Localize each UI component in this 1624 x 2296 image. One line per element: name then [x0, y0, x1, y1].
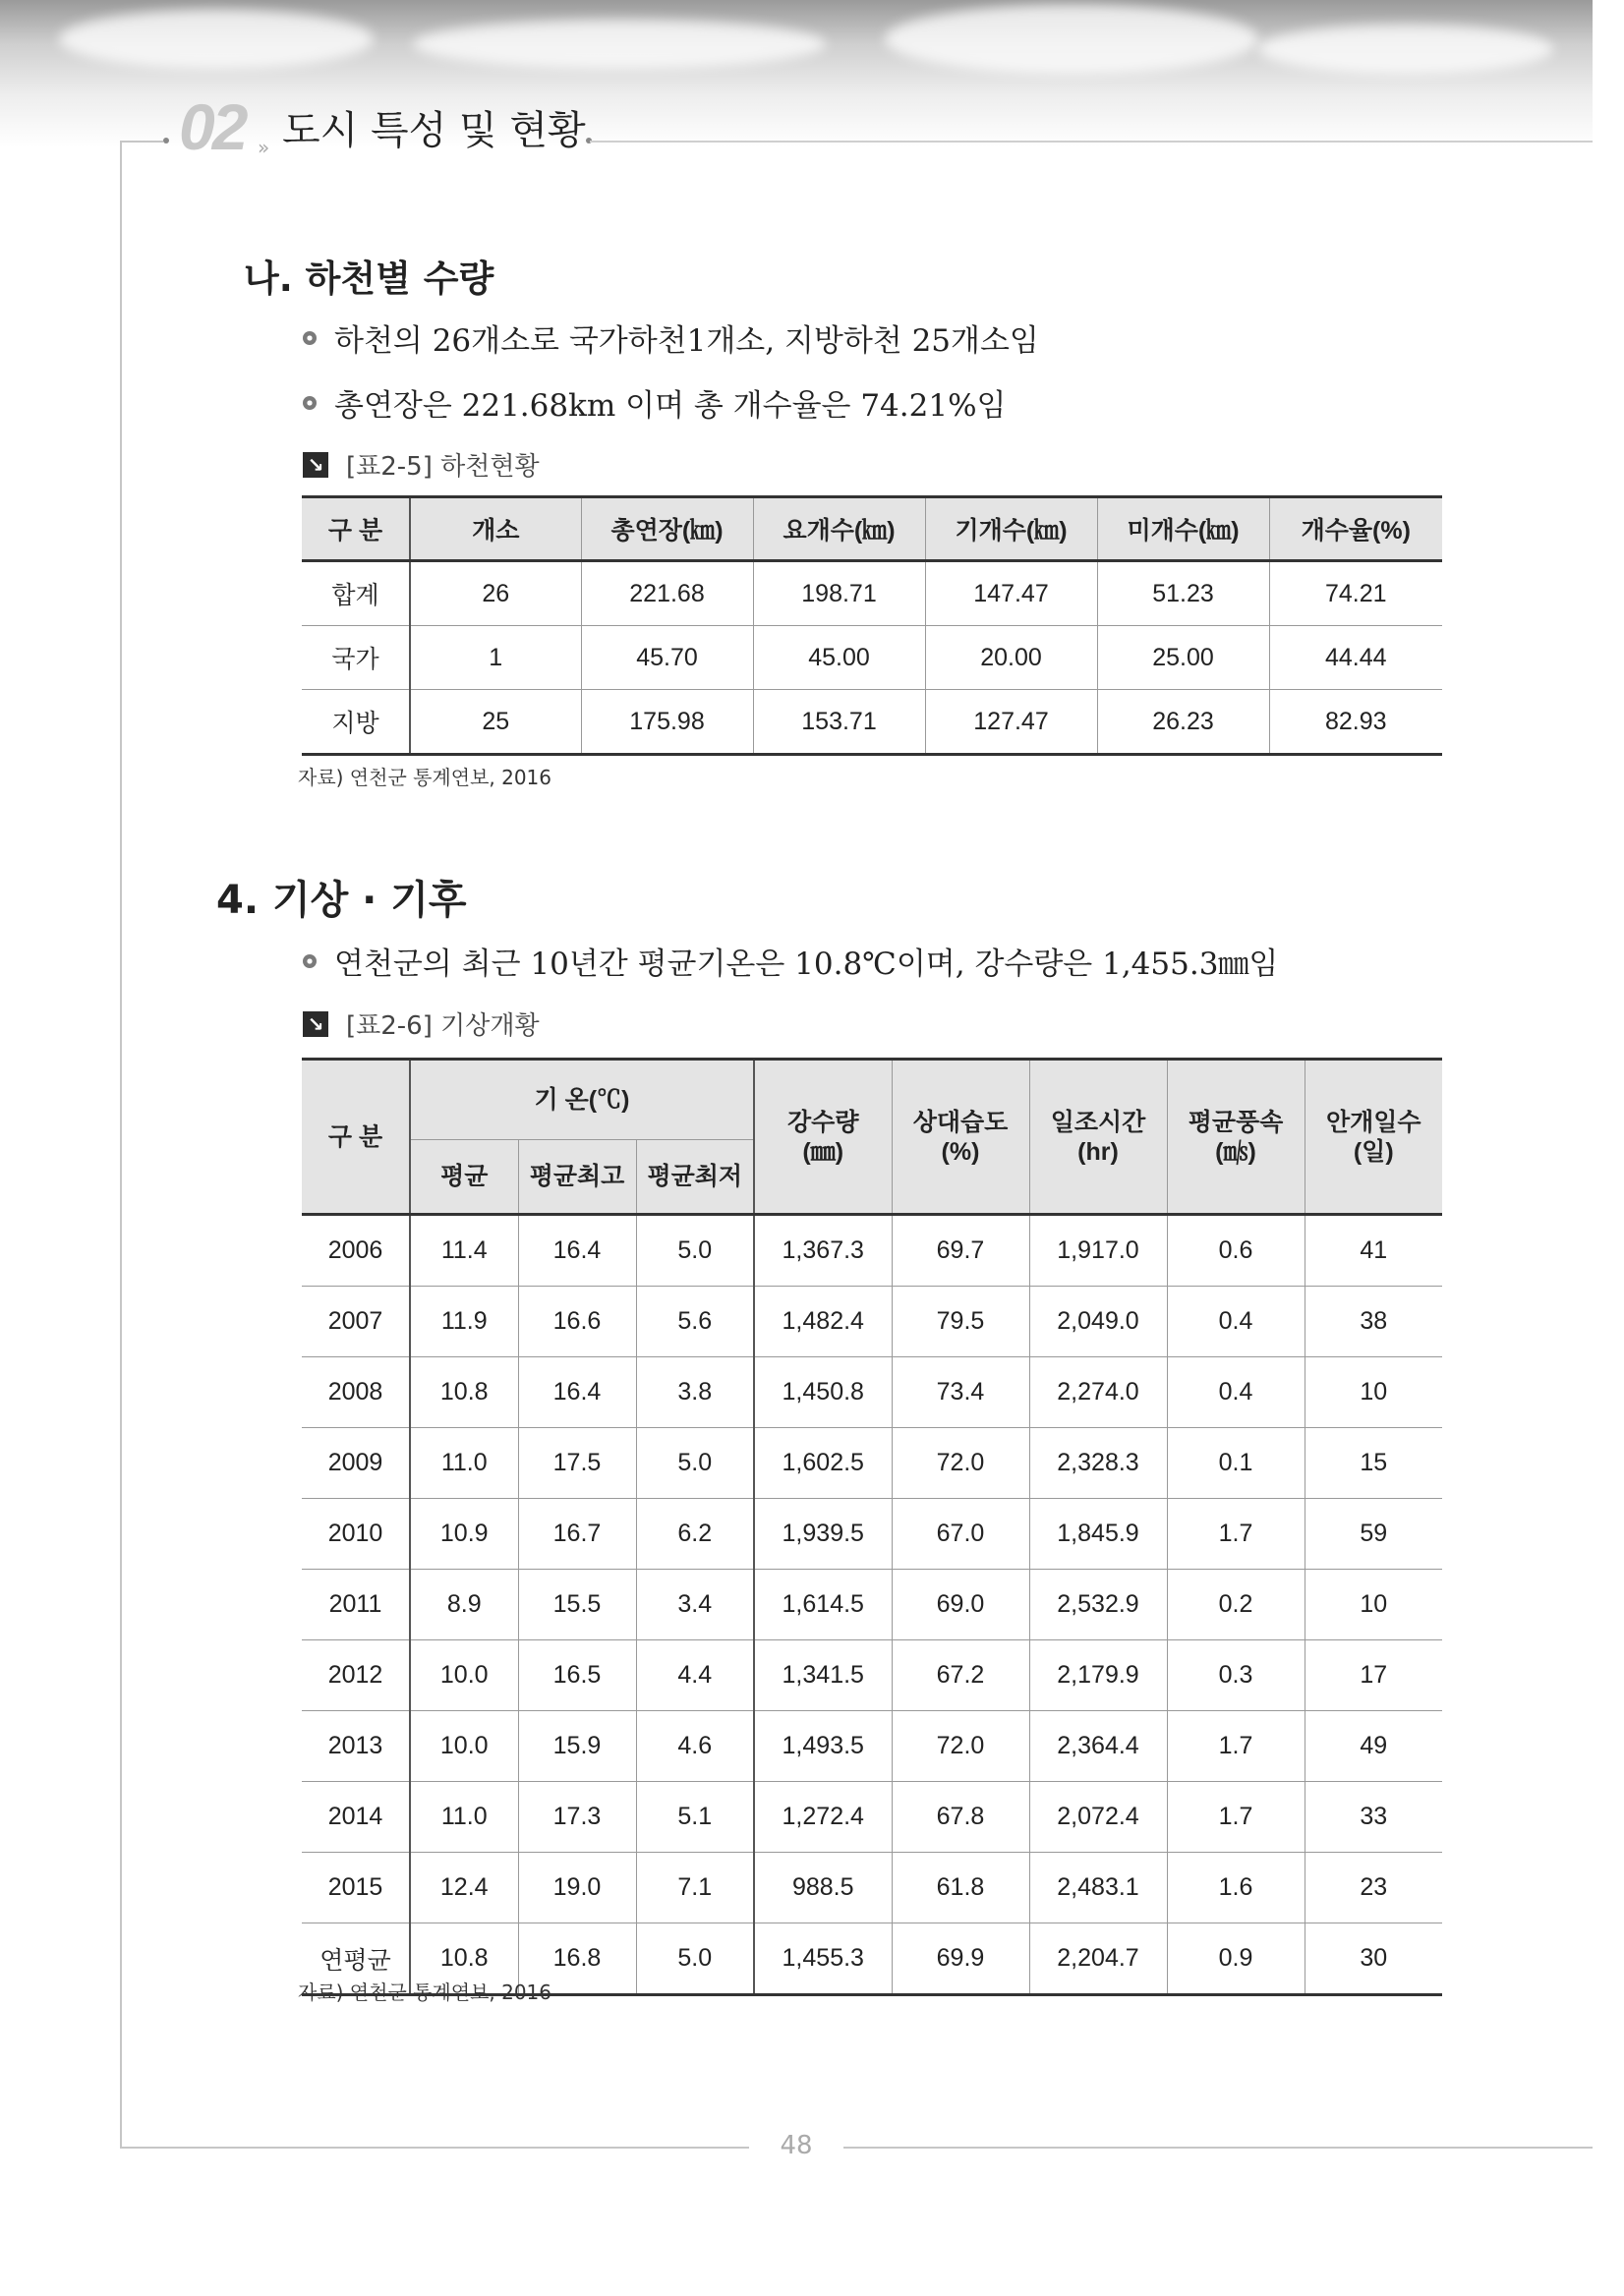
table-row [302, 690, 1442, 755]
table-cell: 25 [410, 690, 581, 755]
table-cell: 33 [1305, 1782, 1442, 1853]
table-cell: 2,072.4 [1029, 1782, 1167, 1853]
rivers-table-caption-text: [표2-5] 하천현황 [346, 452, 540, 482]
table-row [302, 1853, 1442, 1923]
table-cell: 15.9 [518, 1711, 636, 1782]
col-header: 개수율(%) [1269, 497, 1442, 561]
page-number: 48 [780, 2131, 813, 2160]
bullet-icon [303, 954, 317, 968]
col-header-text: 안개일수 [1325, 1108, 1421, 1136]
table-cell: 45.00 [753, 626, 925, 690]
table-row [302, 1287, 1442, 1357]
col-header-fog [1305, 1060, 1442, 1215]
table-cell: 2014 [302, 1782, 410, 1853]
col-header-humidity [892, 1060, 1029, 1215]
table-cell: 16.8 [518, 1923, 636, 1995]
table-cell: 15.5 [518, 1570, 636, 1640]
col-header-temp-avg: 평균 [410, 1140, 518, 1215]
table-cell: 연평균 [302, 1923, 410, 1995]
table-cell: 44.44 [1269, 626, 1442, 690]
table-cell: 1,614.5 [754, 1570, 892, 1640]
table-cell: 12.4 [410, 1853, 518, 1923]
header-dot-left [163, 138, 169, 144]
table-cell: 51.23 [1097, 561, 1269, 626]
table-cell: 1.7 [1167, 1711, 1305, 1782]
page-left-rule [120, 142, 122, 2147]
table-cell: 20.00 [925, 626, 1097, 690]
col-header: 총연장(㎞) [581, 497, 753, 561]
rivers-bullet-1-text: 하천의 26개소로 국가하천1개소, 지방하천 25개소임 [334, 323, 1039, 359]
table-cell: 49 [1305, 1711, 1442, 1782]
table-cell: 1.7 [1167, 1782, 1305, 1853]
table-cell: 1,493.5 [754, 1711, 892, 1782]
table-cell: 0.1 [1167, 1428, 1305, 1499]
table-cell: 26 [410, 561, 581, 626]
table-cell: 30 [1305, 1923, 1442, 1995]
table-cell: 221.68 [581, 561, 753, 626]
table-cell: 72.0 [892, 1711, 1029, 1782]
table-cell: 5.6 [636, 1287, 754, 1357]
col-header-temperature: 기 온(℃) [410, 1060, 754, 1140]
climate-heading: 4. 기상 · 기후 [216, 878, 467, 923]
table-cell: 26.23 [1097, 690, 1269, 755]
table-cell: 19.0 [518, 1853, 636, 1923]
col-header-temp-min: 평균최저 [636, 1140, 754, 1215]
table-cell: 38 [1305, 1287, 1442, 1357]
col-header-text: 강수량 [787, 1108, 859, 1136]
table-cell: 1,450.8 [754, 1357, 892, 1428]
table-cell: 153.71 [753, 690, 925, 755]
table-cell: 74.21 [1269, 561, 1442, 626]
col-header-category: 구 분 [302, 1060, 410, 1215]
table-cell: 1,917.0 [1029, 1215, 1167, 1287]
table-cell: 82.93 [1269, 690, 1442, 755]
table-cell: 1,939.5 [754, 1499, 892, 1570]
climate-table-body [302, 1215, 1442, 1995]
col-header-text: 평균풍속 [1188, 1108, 1284, 1136]
table-cell: 2006 [302, 1215, 410, 1287]
table-cell: 198.71 [753, 561, 925, 626]
table-cell: 1 [410, 626, 581, 690]
climate-source: 자료) 연천군 통계연보, 2016 [298, 1980, 552, 2004]
table-cell: 10 [1305, 1570, 1442, 1640]
table-cell: 1,272.4 [754, 1782, 892, 1853]
table-cell: 2010 [302, 1499, 410, 1570]
table-cell: 8.9 [410, 1570, 518, 1640]
col-header: 미개수(㎞) [1097, 497, 1269, 561]
footer-rule-left [120, 2147, 749, 2149]
table-row [302, 626, 1442, 690]
table-cell: 67.0 [892, 1499, 1029, 1570]
table-row [302, 1711, 1442, 1782]
col-header: 기개수(㎞) [925, 497, 1097, 561]
table-cell: 2,532.9 [1029, 1570, 1167, 1640]
climate-bullet [303, 939, 1278, 983]
table-cell: 5.0 [636, 1428, 754, 1499]
rivers-bullet-2 [303, 380, 1006, 425]
table-cell: 10.0 [410, 1640, 518, 1711]
table-row [302, 1357, 1442, 1428]
table-cell: 16.5 [518, 1640, 636, 1711]
table-cell: 5.0 [636, 1215, 754, 1287]
table-row [302, 561, 1442, 626]
table-cell: 15 [1305, 1428, 1442, 1499]
table-cell: 1,482.4 [754, 1287, 892, 1357]
table-cell: 67.2 [892, 1640, 1029, 1711]
table-cell: 1,367.3 [754, 1215, 892, 1287]
table-row [302, 1640, 1442, 1711]
table-cell: 2,364.4 [1029, 1711, 1167, 1782]
table-cell: 2011 [302, 1570, 410, 1640]
table-cell: 2,179.9 [1029, 1640, 1167, 1711]
table-row [302, 1428, 1442, 1499]
table-cell: 79.5 [892, 1287, 1029, 1357]
table-cell: 4.4 [636, 1640, 754, 1711]
table-cell: 지방 [302, 690, 410, 755]
table-cell: 1,455.3 [754, 1923, 892, 1995]
table-cell: 2013 [302, 1711, 410, 1782]
table-cell: 3.4 [636, 1570, 754, 1640]
table-cell: 0.3 [1167, 1640, 1305, 1711]
table-cell: 2,328.3 [1029, 1428, 1167, 1499]
rivers-bullet-2-text: 총연장은 221.68km 이며 총 개수율은 74.21%임 [334, 388, 1007, 424]
col-header: 요개수(㎞) [753, 497, 925, 561]
chapter-arrow-icon: » [258, 136, 270, 159]
table-cell: 61.8 [892, 1853, 1029, 1923]
col-header-wind [1167, 1060, 1305, 1215]
table-cell: 72.0 [892, 1428, 1029, 1499]
table-cell: 11.9 [410, 1287, 518, 1357]
rivers-table-caption [303, 446, 540, 483]
chapter-title: 도시 특성 및 현황 [282, 108, 586, 153]
climate-bullet-text: 연천군의 최근 10년간 평균기온은 10.8℃이며, 강수량은 1,455.3㎜임 [334, 947, 1279, 982]
table-cell: 988.5 [754, 1853, 892, 1923]
table-cell: 16.4 [518, 1215, 636, 1287]
col-header-unit: (일) [1353, 1137, 1394, 1166]
table-cell: 합계 [302, 561, 410, 626]
bullet-icon [303, 331, 317, 345]
table-cell: 69.0 [892, 1570, 1029, 1640]
table-cell: 67.8 [892, 1782, 1029, 1853]
rivers-table [302, 495, 1442, 756]
table-cell: 45.70 [581, 626, 753, 690]
climate-table-caption [303, 1005, 540, 1042]
table-cell: 41 [1305, 1215, 1442, 1287]
table-cell: 6.2 [636, 1499, 754, 1570]
col-header-temp-max: 평균최고 [518, 1140, 636, 1215]
climate-table-caption-text: [표2-6] 기상개황 [346, 1011, 540, 1041]
table-cell: 17.5 [518, 1428, 636, 1499]
table-cell: 0.6 [1167, 1215, 1305, 1287]
table-cell: 2,049.0 [1029, 1287, 1167, 1357]
table-cell: 16.4 [518, 1357, 636, 1428]
bullet-icon [303, 396, 317, 410]
table-cell: 1,845.9 [1029, 1499, 1167, 1570]
table-cell: 1,341.5 [754, 1640, 892, 1711]
col-header: 개소 [410, 497, 581, 561]
climate-table [302, 1058, 1442, 1996]
table-cell: 69.9 [892, 1923, 1029, 1995]
col-header-text: 상대습도 [912, 1108, 1009, 1136]
table-cell: 7.1 [636, 1853, 754, 1923]
header-rule [590, 141, 1593, 143]
col-header-unit: (㎜) [802, 1137, 844, 1166]
table-cell: 10 [1305, 1357, 1442, 1428]
table-cell: 11.0 [410, 1428, 518, 1499]
header-left-tick [120, 141, 163, 143]
table-row [302, 1499, 1442, 1570]
rivers-source: 자료) 연천군 통계연보, 2016 [298, 766, 552, 789]
table-cell: 5.0 [636, 1923, 754, 1995]
table-cell: 0.2 [1167, 1570, 1305, 1640]
table-cell: 5.1 [636, 1782, 754, 1853]
table-row [302, 1215, 1442, 1287]
table-cell: 3.8 [636, 1357, 754, 1428]
col-header: 구 분 [302, 497, 410, 561]
table-cell: 1.6 [1167, 1853, 1305, 1923]
rivers-bullet-1 [303, 316, 1039, 360]
table-cell: 16.6 [518, 1287, 636, 1357]
table-cell: 2008 [302, 1357, 410, 1428]
table-cell: 17 [1305, 1640, 1442, 1711]
col-header-unit: (%) [941, 1137, 980, 1166]
table-cell: 2,204.7 [1029, 1923, 1167, 1995]
table-cell: 2012 [302, 1640, 410, 1711]
table-cell: 17.3 [518, 1782, 636, 1853]
table-row [302, 1570, 1442, 1640]
arrow-down-right-icon: ↘ [303, 452, 328, 478]
rivers-heading: 나. 하천별 수량 [244, 258, 494, 300]
table-cell: 69.7 [892, 1215, 1029, 1287]
table-cell: 0.9 [1167, 1923, 1305, 1995]
table-cell: 2,274.0 [1029, 1357, 1167, 1428]
table-cell: 73.4 [892, 1357, 1029, 1428]
table-cell: 59 [1305, 1499, 1442, 1570]
table-cell: 0.4 [1167, 1357, 1305, 1428]
table-cell: 10.0 [410, 1711, 518, 1782]
table-cell: 1.7 [1167, 1499, 1305, 1570]
table-cell: 0.4 [1167, 1287, 1305, 1357]
table-cell: 25.00 [1097, 626, 1269, 690]
table-cell: 175.98 [581, 690, 753, 755]
table-cell: 147.47 [925, 561, 1097, 626]
table-cell: 16.7 [518, 1499, 636, 1570]
col-header-text: 일조시간 [1050, 1108, 1146, 1136]
table-cell: 10.8 [410, 1357, 518, 1428]
table-cell: 1,602.5 [754, 1428, 892, 1499]
table-cell: 11.0 [410, 1782, 518, 1853]
col-header-sunshine [1029, 1060, 1167, 1215]
col-header-unit: (㎧) [1215, 1137, 1256, 1166]
col-header-precipitation [754, 1060, 892, 1215]
table-row [302, 1782, 1442, 1853]
table-cell: 10.8 [410, 1923, 518, 1995]
table-header-row [302, 1060, 1442, 1140]
table-cell: 2,483.1 [1029, 1853, 1167, 1923]
table-cell: 11.4 [410, 1215, 518, 1287]
footer-rule-right [843, 2147, 1593, 2149]
table-cell: 2007 [302, 1287, 410, 1357]
col-header-unit: (hr) [1077, 1137, 1119, 1166]
table-cell: 10.9 [410, 1499, 518, 1570]
table-cell: 4.6 [636, 1711, 754, 1782]
chapter-number: 02 [179, 90, 246, 163]
table-cell: 국가 [302, 626, 410, 690]
arrow-down-right-icon: ↘ [303, 1011, 328, 1037]
table-header-row [302, 497, 1442, 561]
table-cell: 127.47 [925, 690, 1097, 755]
table-cell: 23 [1305, 1853, 1442, 1923]
table-cell: 2009 [302, 1428, 410, 1499]
table-cell: 2015 [302, 1853, 410, 1923]
